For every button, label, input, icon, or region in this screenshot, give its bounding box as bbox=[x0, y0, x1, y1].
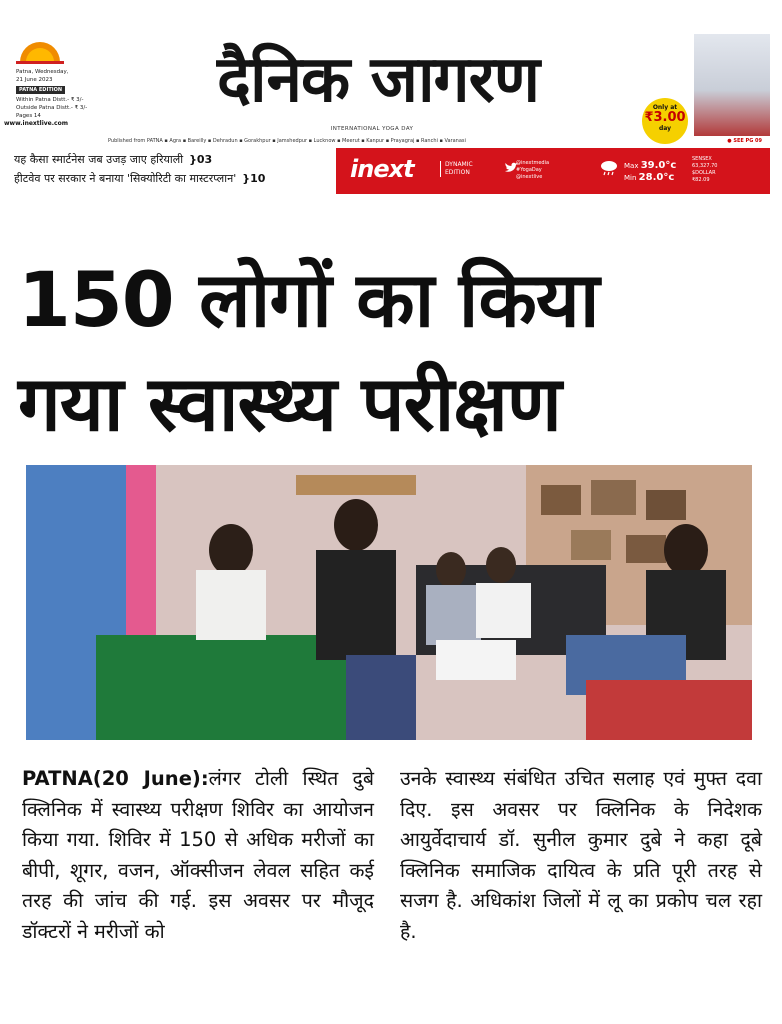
sensex-label: SENSEX bbox=[692, 156, 712, 162]
article-body bbox=[22, 764, 762, 1014]
website-url[interactable]: www.inextlive.com bbox=[4, 120, 68, 127]
market-readout bbox=[692, 156, 717, 184]
sensex-value: 63,327.70 bbox=[692, 163, 718, 169]
min-temp: 28.0°c bbox=[638, 172, 675, 183]
headline-line-2: गया स्वास्थ्य परीक्षण bbox=[18, 359, 561, 448]
social-handles bbox=[516, 160, 549, 181]
teaser-item[interactable] bbox=[14, 150, 334, 169]
rain-cloud-icon bbox=[600, 160, 618, 176]
masthead bbox=[12, 20, 764, 138]
headline bbox=[18, 248, 758, 456]
city-strip bbox=[108, 136, 768, 146]
article-text-1: लंगर टोली स्थित दुबे क्लिनिक में स्वास्थ्य परीक्षण शिविर का आयोजन किया गया. शिविर में 150 से अधिक मरीजों का बीपी, शूगर, वजन, ऑक्सीजन लेवल सहित कई तरह की जांच की गई. इस अवसर पर मौजूद डॉक्टरों ने मरीजों को bbox=[22, 767, 375, 943]
weather-readout bbox=[624, 160, 676, 184]
teaser-list bbox=[14, 150, 334, 190]
teaser-text: यह कैसा स्मार्टनेस जब उजड़ जाए हरियाली bbox=[14, 153, 184, 166]
inext-logo: inext bbox=[350, 155, 414, 183]
clinic-camp-photo bbox=[26, 465, 752, 740]
teaser-page: }10 bbox=[242, 172, 266, 185]
edition-badge: PATNA EDITION bbox=[16, 86, 65, 94]
edition-label bbox=[440, 161, 473, 177]
edition-line-1: DYNAMIC bbox=[445, 161, 473, 168]
teaser-page: }03 bbox=[189, 153, 213, 166]
social-handle: @inextmedia bbox=[516, 160, 550, 166]
newspaper-logo: दैनिक जागरण bbox=[216, 43, 540, 117]
news-photo bbox=[26, 465, 752, 740]
article-text-2: उनके स्वास्थ्य संबंधित उचित सलाह एवं मुफ्त दवा दिए. इस अवसर पर क्लिनिक के निदेशक आयुर्वेदाचार्य डॉ. सुनील कुमार दुबे ने कहा दूबे क्लिनिक समाजिक दायित्व के प्रति पूरी तरह से सजग है. अधिकांश जिलों में लू का प्रकोप चल रहा है. bbox=[400, 767, 762, 943]
price-within: Within Patna Distt.- ₹ 3/- bbox=[16, 97, 84, 103]
issue-date: 21 June 2023 bbox=[16, 77, 53, 83]
page-count: Pages 14 bbox=[16, 113, 41, 119]
min-label: Min bbox=[624, 174, 637, 182]
city-list: Published from PATNA ▪ Agra ▪ Bareilly ▪ Dehradun ▪ Gorakhpur ▪ Jamshedpur ▪ Lucknow ▪ Meerut ▪ Kanpur ▪ Prayagraj ▪ Ranchi ▪ Varanasi bbox=[108, 138, 466, 144]
price-badge-label: Only at bbox=[652, 104, 678, 111]
cricket-photo bbox=[694, 34, 770, 136]
edition-line-2: EDITION bbox=[445, 169, 470, 176]
dollar-value: ₹82.09 bbox=[692, 177, 710, 183]
teaser-text: हीटवेव पर सरकार ने बनाया 'सिक्योरिटी का मास्टरप्लान' bbox=[14, 172, 237, 185]
inext-band bbox=[336, 148, 770, 194]
article-column-2 bbox=[400, 764, 762, 948]
see-page: ● SEE PG 09 bbox=[727, 138, 762, 144]
sun-logo-icon bbox=[16, 34, 64, 64]
tagline: INTERNATIONAL YOGA DAY bbox=[330, 126, 414, 132]
dollar-label: $DOLLAR bbox=[692, 170, 716, 176]
price-badge-unit: day bbox=[658, 125, 672, 132]
max-temp: 39.0°c bbox=[640, 160, 677, 171]
article-column-1 bbox=[22, 764, 374, 948]
price-badge-amount: ₹3.00 bbox=[644, 110, 686, 125]
max-label: Max bbox=[624, 162, 639, 170]
teaser-item[interactable] bbox=[14, 169, 334, 188]
edition-meta bbox=[16, 68, 126, 120]
dateline: PATNA(20 June): bbox=[22, 767, 209, 790]
social-hashtag: #YogaDay bbox=[516, 167, 542, 173]
headline-line-1: 150 लोगों का किया bbox=[18, 255, 599, 344]
place-date: Patna, Wednesday, bbox=[16, 69, 69, 75]
price-outside: Outside Patna Distt.- ₹ 3/- bbox=[16, 105, 88, 111]
social-handle: @inextlive bbox=[516, 174, 543, 180]
